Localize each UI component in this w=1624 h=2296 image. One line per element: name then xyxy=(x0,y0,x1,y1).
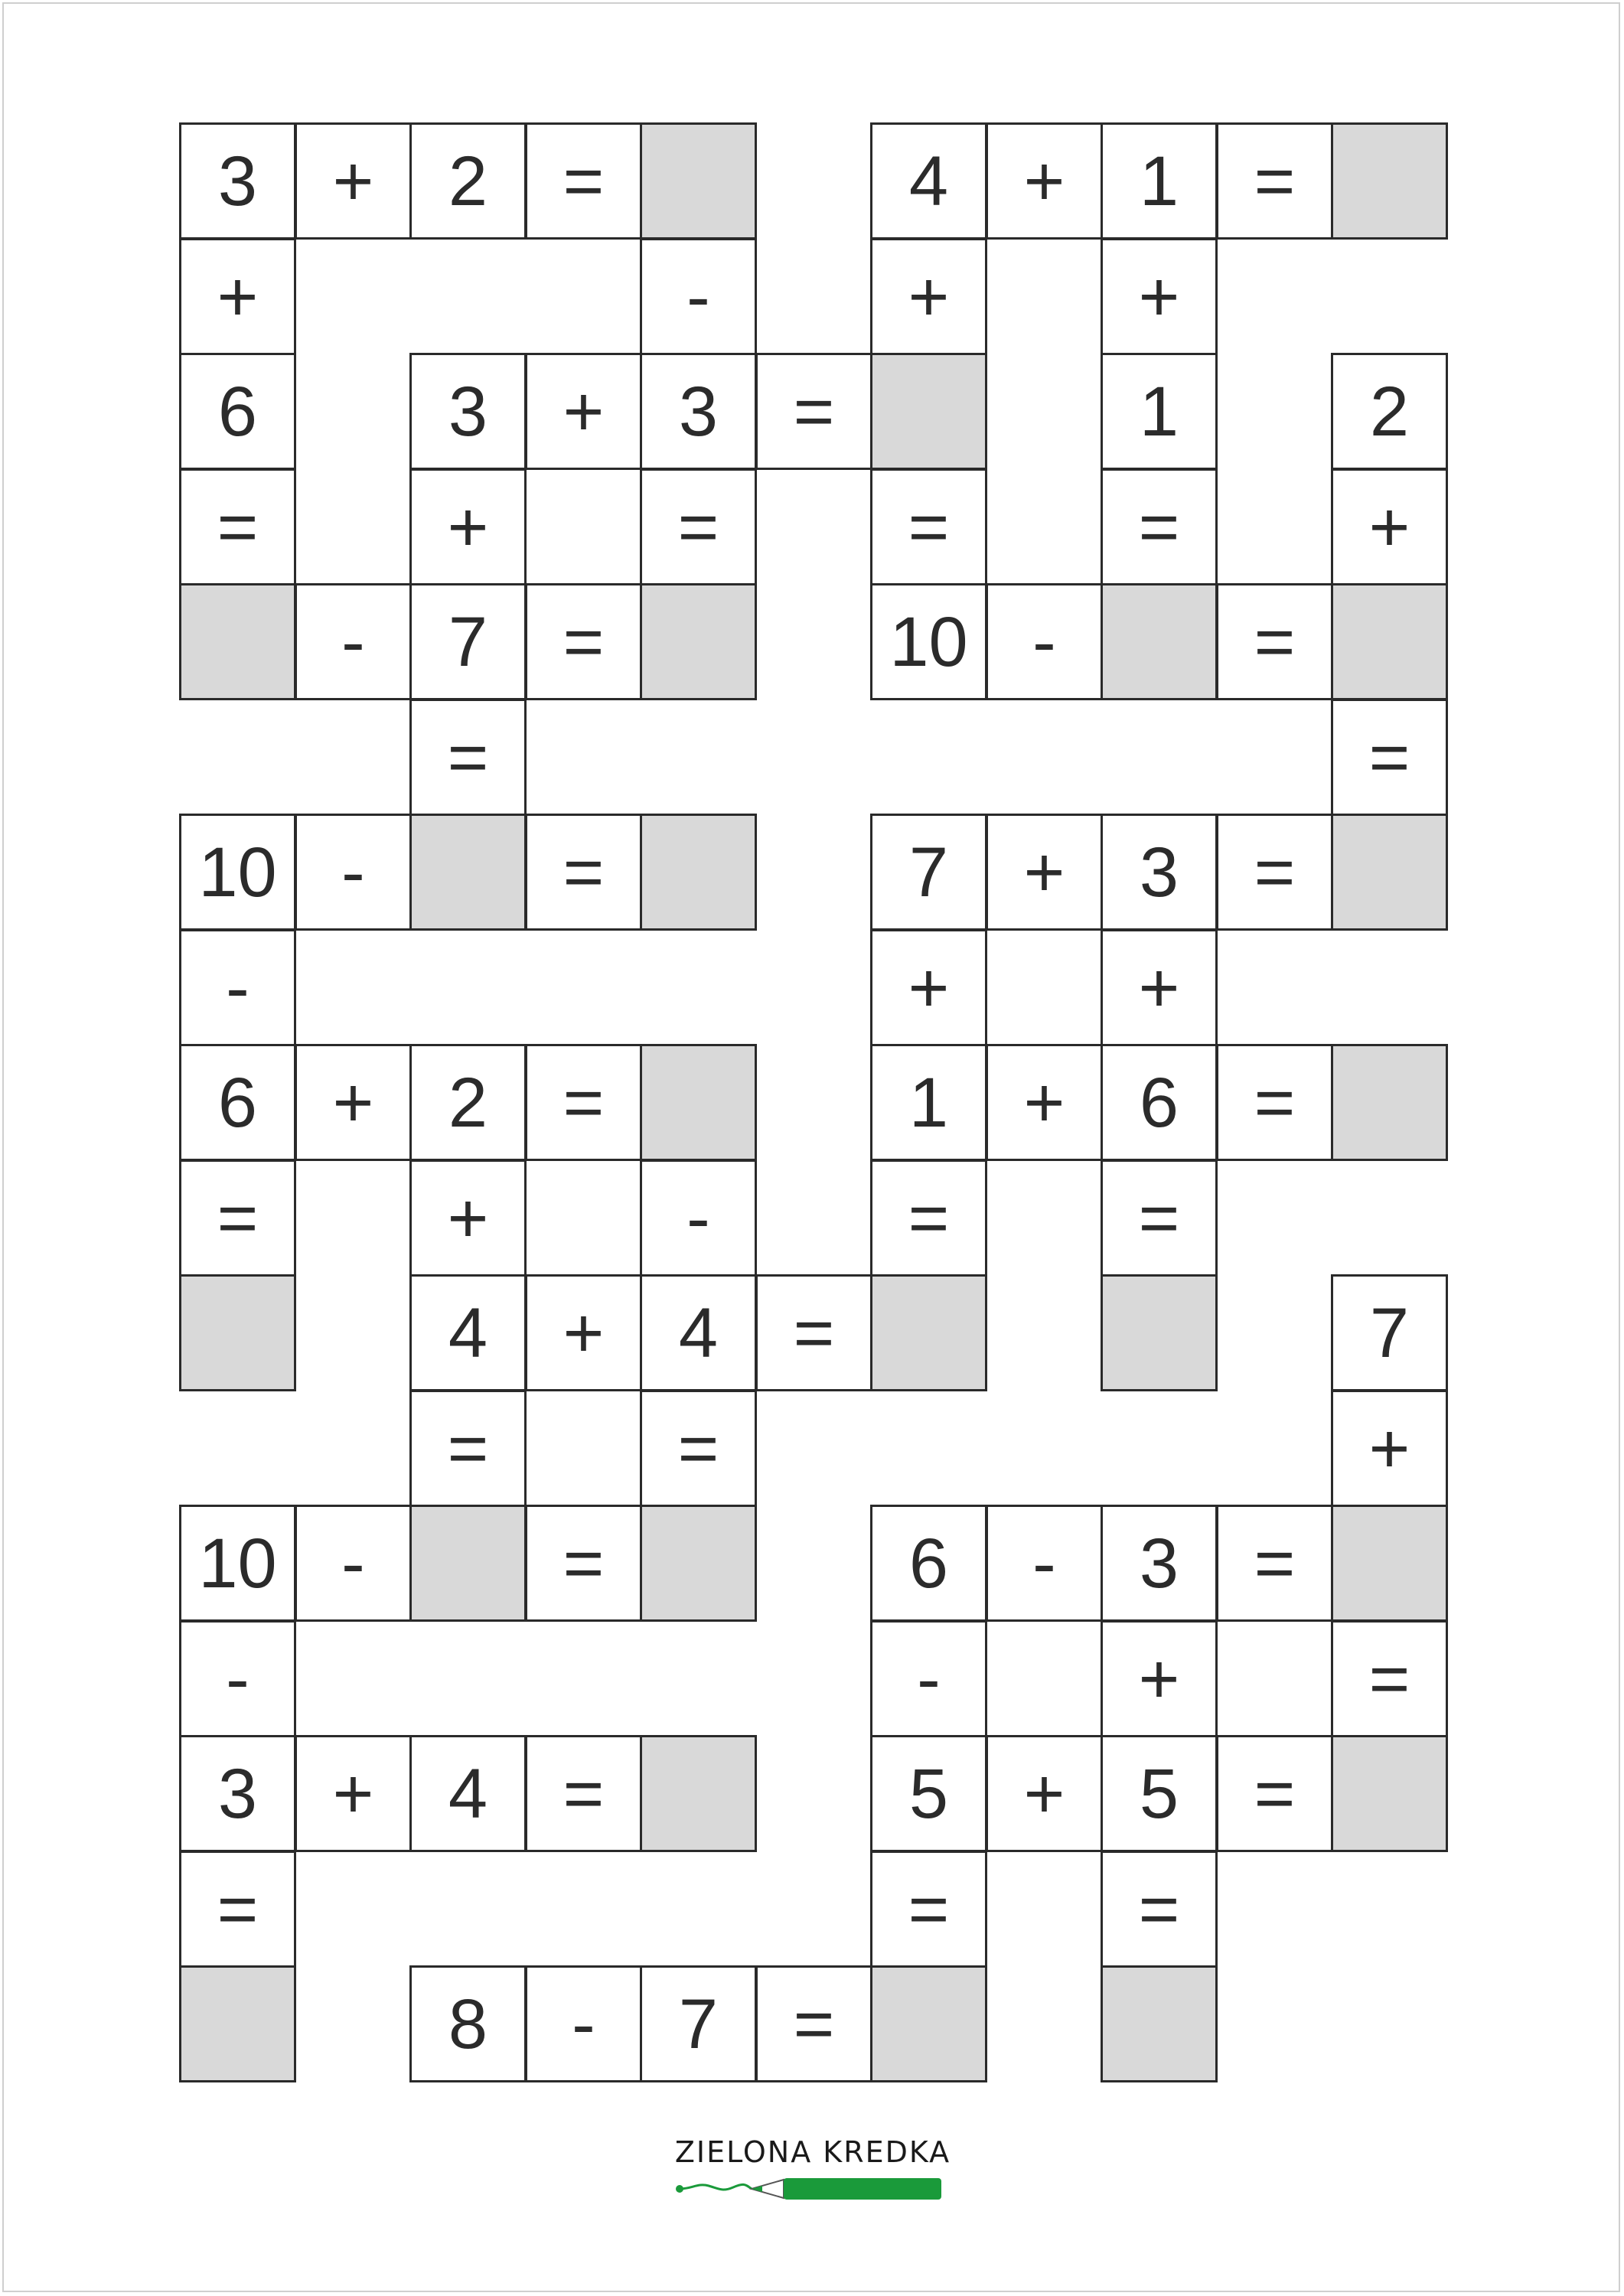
puzzle-cell: 3 xyxy=(1101,1505,1218,1622)
answer-cell[interactable] xyxy=(1331,1505,1448,1622)
answer-cell[interactable] xyxy=(1101,1274,1218,1391)
puzzle-cell: 7 xyxy=(640,1965,757,2082)
puzzle-cell: = xyxy=(755,1965,872,2082)
puzzle-cell: 10 xyxy=(179,1505,296,1622)
puzzle-cell: - xyxy=(640,1159,757,1277)
puzzle-cell: - xyxy=(640,238,757,355)
puzzle-cell: = xyxy=(755,353,872,470)
puzzle-cell: + xyxy=(1331,1390,1448,1507)
puzzle-cell: = xyxy=(179,1159,296,1277)
puzzle-cell: = xyxy=(1101,1851,1218,1968)
puzzle-cell: = xyxy=(1216,1505,1333,1622)
puzzle-cell: 1 xyxy=(1101,353,1218,470)
answer-cell[interactable] xyxy=(640,1044,757,1161)
puzzle-cell: = xyxy=(179,468,296,585)
puzzle-cell: 3 xyxy=(179,1735,296,1852)
answer-cell[interactable] xyxy=(1101,1965,1218,2082)
puzzle-cell: = xyxy=(640,1390,757,1507)
puzzle-cell: = xyxy=(1216,814,1333,931)
puzzle-cell: 2 xyxy=(1331,353,1448,470)
puzzle-cell: = xyxy=(1216,1735,1333,1852)
puzzle-cell: 2 xyxy=(409,1044,527,1161)
puzzle-cell: = xyxy=(525,583,642,700)
pencil-squiggle xyxy=(680,2184,752,2190)
puzzle-cell: = xyxy=(409,699,527,816)
puzzle-cell: 6 xyxy=(179,353,296,470)
puzzle-cell: 4 xyxy=(870,122,987,240)
answer-cell[interactable] xyxy=(640,583,757,700)
puzzle-cell: 7 xyxy=(1331,1274,1448,1391)
puzzle-cell: 5 xyxy=(1101,1735,1218,1852)
answer-cell[interactable] xyxy=(179,583,296,700)
answer-cell[interactable] xyxy=(1101,583,1218,700)
puzzle-cell: 4 xyxy=(409,1735,527,1852)
puzzle-cell: + xyxy=(986,1044,1103,1161)
puzzle-cell: 7 xyxy=(870,814,987,931)
answer-cell[interactable] xyxy=(179,1274,296,1391)
puzzle-cell: + xyxy=(295,1044,412,1161)
puzzle-cell: 8 xyxy=(409,1965,527,2082)
puzzle-cell: = xyxy=(755,1274,872,1391)
answer-cell[interactable] xyxy=(640,122,757,240)
answer-cell[interactable] xyxy=(1331,583,1448,700)
puzzle-cell: - xyxy=(295,583,412,700)
puzzle-cell: + xyxy=(986,1735,1103,1852)
puzzle-cell: - xyxy=(525,1965,642,2082)
puzzle-cell: 3 xyxy=(640,353,757,470)
puzzle-cell: + xyxy=(179,238,296,355)
puzzle-cell: 2 xyxy=(409,122,527,240)
answer-cell[interactable] xyxy=(1331,1735,1448,1852)
puzzle-cell: = xyxy=(525,1044,642,1161)
puzzle-cell: = xyxy=(870,468,987,585)
answer-cell[interactable] xyxy=(409,814,527,931)
puzzle-cell: = xyxy=(1216,1044,1333,1161)
puzzle-cell: = xyxy=(525,1735,642,1852)
puzzle-cell: = xyxy=(1216,122,1333,240)
puzzle-cell: + xyxy=(986,814,1103,931)
puzzle-cell: = xyxy=(1216,583,1333,700)
puzzle-cell: + xyxy=(1101,1620,1218,1737)
puzzle-cell: - xyxy=(295,814,412,931)
answer-cell[interactable] xyxy=(640,814,757,931)
answer-cell[interactable] xyxy=(409,1505,527,1622)
puzzle-cell: 3 xyxy=(409,353,527,470)
puzzle-cell: - xyxy=(179,1620,296,1737)
puzzle-cell: = xyxy=(1331,1620,1448,1737)
puzzle-cell: = xyxy=(179,1851,296,1968)
puzzle-cell: = xyxy=(640,468,757,585)
logo-text: ZIELONA KREDKA xyxy=(674,2135,951,2169)
puzzle-cell: - xyxy=(986,583,1103,700)
answer-cell[interactable] xyxy=(870,1274,987,1391)
puzzle-cell: + xyxy=(870,929,987,1046)
puzzle-cell: 10 xyxy=(179,814,296,931)
crossmath-grid xyxy=(179,122,1450,2082)
puzzle-cell: = xyxy=(1101,468,1218,585)
puzzle-cell: = xyxy=(870,1851,987,1968)
puzzle-cell: - xyxy=(986,1505,1103,1622)
puzzle-cell: 1 xyxy=(870,1044,987,1161)
puzzle-cell: 7 xyxy=(409,583,527,700)
puzzle-cell: 6 xyxy=(1101,1044,1218,1161)
puzzle-cell: = xyxy=(1331,699,1448,816)
puzzle-cell: 5 xyxy=(870,1735,987,1852)
puzzle-cell: + xyxy=(295,122,412,240)
logo xyxy=(660,2135,966,2212)
puzzle-cell: = xyxy=(525,814,642,931)
puzzle-cell: 3 xyxy=(179,122,296,240)
answer-cell[interactable] xyxy=(870,353,987,470)
puzzle-cell: 4 xyxy=(640,1274,757,1391)
puzzle-cell: + xyxy=(525,353,642,470)
puzzle-cell: = xyxy=(1101,1159,1218,1277)
puzzle-cell: + xyxy=(986,122,1103,240)
puzzle-cell: 6 xyxy=(179,1044,296,1161)
puzzle-cell: - xyxy=(179,929,296,1046)
puzzle-cell: - xyxy=(870,1620,987,1737)
puzzle-cell: 10 xyxy=(870,583,987,700)
answer-cell[interactable] xyxy=(640,1735,757,1852)
puzzle-cell: + xyxy=(1331,468,1448,585)
puzzle-cell: + xyxy=(870,238,987,355)
puzzle-cell: + xyxy=(1101,238,1218,355)
puzzle-cell: 6 xyxy=(870,1505,987,1622)
pencil-dot xyxy=(676,2185,683,2193)
pencil-body xyxy=(784,2178,941,2200)
puzzle-cell: 4 xyxy=(409,1274,527,1391)
puzzle-cell: = xyxy=(525,1505,642,1622)
answer-cell[interactable] xyxy=(179,1965,296,2082)
puzzle-cell: = xyxy=(409,1390,527,1507)
answer-cell[interactable] xyxy=(870,1965,987,2082)
green-pencil-icon xyxy=(675,2174,951,2204)
answer-cell[interactable] xyxy=(1331,814,1448,931)
puzzle-cell: - xyxy=(295,1505,412,1622)
puzzle-cell: + xyxy=(409,468,527,585)
answer-cell[interactable] xyxy=(1331,122,1448,240)
puzzle-cell: 3 xyxy=(1101,814,1218,931)
answer-cell[interactable] xyxy=(1331,1044,1448,1161)
puzzle-cell: = xyxy=(870,1159,987,1277)
puzzle-cell: + xyxy=(1101,929,1218,1046)
puzzle-cell: + xyxy=(409,1159,527,1277)
answer-cell[interactable] xyxy=(640,1505,757,1622)
puzzle-cell: = xyxy=(525,122,642,240)
puzzle-cell: + xyxy=(525,1274,642,1391)
puzzle-cell: 1 xyxy=(1101,122,1218,240)
puzzle-cell: + xyxy=(295,1735,412,1852)
